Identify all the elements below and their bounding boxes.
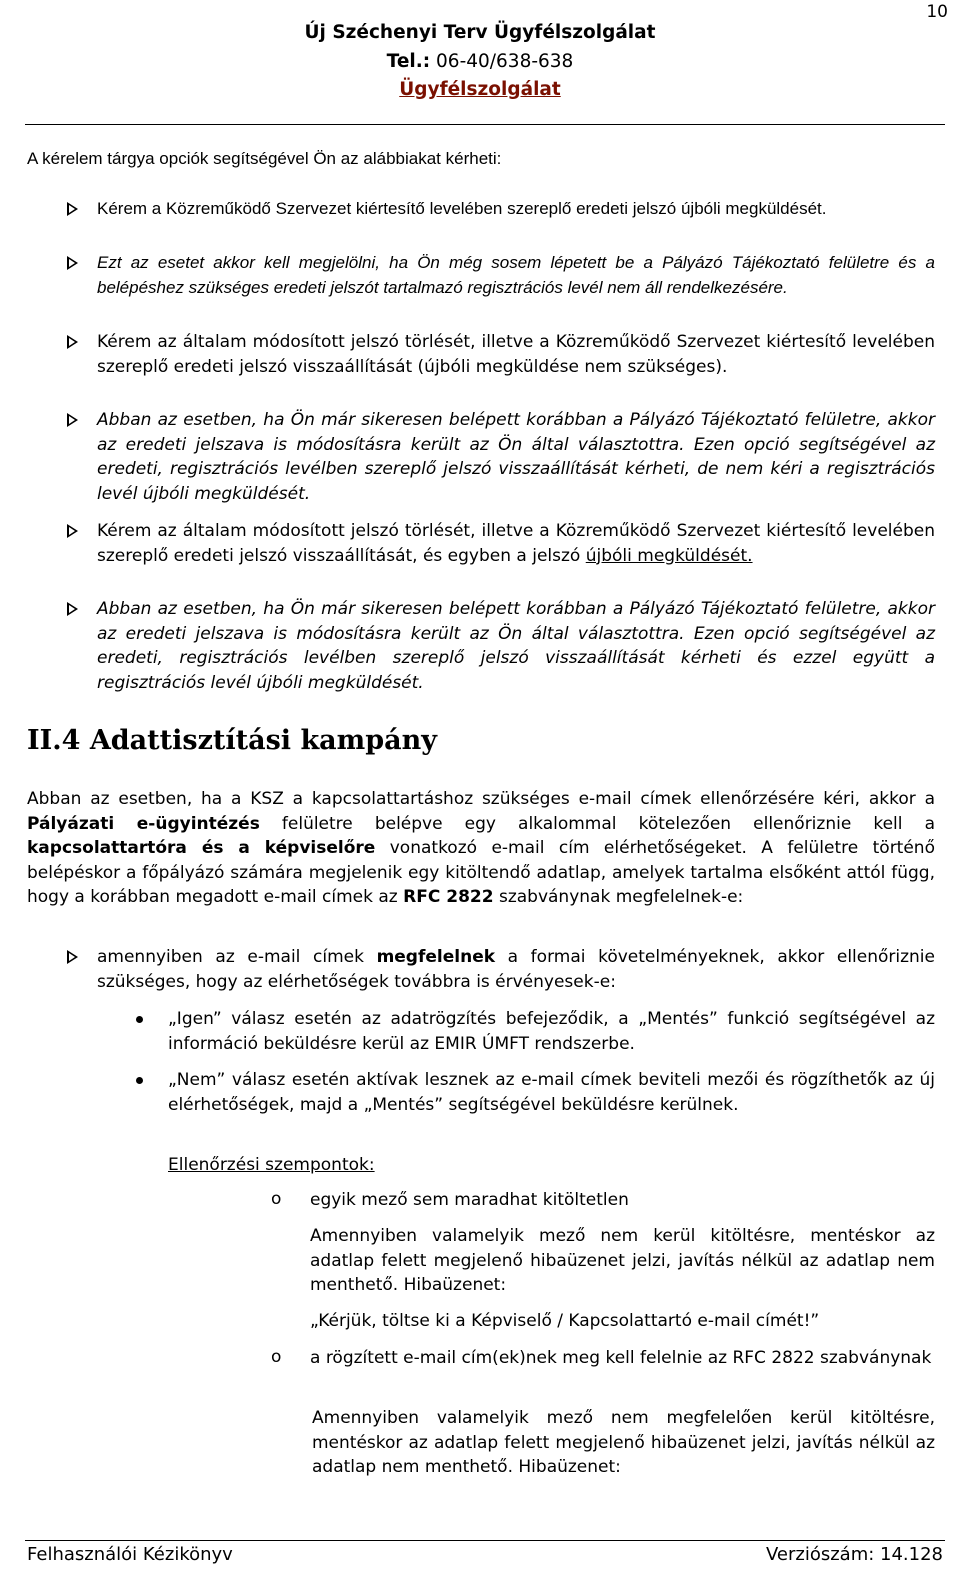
para-text-2: felületre belépve egy alkalommal kötelezően ellenőriznie kell a bbox=[259, 813, 935, 834]
header-title: Új Széchenyi Terv Ügyfélszolgálat bbox=[304, 22, 656, 43]
footer-left: Felhasználói Kézikönyv bbox=[27, 1544, 233, 1565]
footer-right: Verziószám: 14.128 bbox=[765, 1544, 943, 1565]
option-1-note: Ezt az esetet akkor kell megjelölni, ha Ön még sosem lépetett be a Pályázó Tájékoztató felületre és a belépéshez szükséges eredeti jelszót tartalmazó regisztrációs levél nem áll rendelkezésére. bbox=[97, 253, 935, 297]
check-title: Ellenőrzési szempontok: bbox=[168, 1155, 375, 1175]
header-link[interactable]: Ügyfélszolgálat bbox=[399, 79, 561, 100]
option-1: Kérem a Közreműködő Szervezet kiértesítő levelében szereplő eredeti jelszó újbóli megküldését. bbox=[97, 199, 827, 218]
check-1-detail: Amennyiben valamelyik mező nem kerül kitöltésre, mentéskor az adatlap felett megjelenő hibaüzenet jelzi, javítás nélkül az adatlap nem menthető. Hibaüzenet: bbox=[310, 1226, 935, 1295]
section-heading bbox=[27, 725, 437, 756]
option-3-note: Abban az esetben, ha Ön már sikeresen belépett korábban a Pályázó Tájékoztató felületre, akkor az eredeti jelszava is módosításra került az Ön által választottra. Ezen opció segítségével az eredeti, regisztrációs levélben szereplő jelszó visszaállítását kérheti és ezzel együtt a regisztrációs levél újbóli megküldését. bbox=[97, 599, 935, 693]
option-2: Kérem az általam módosított jelszó törlését, illetve a Közreműködő Szervezet kiértesítő levelében szereplő eredeti jelszó visszaállítását (újbóli megküldése nem szükséges). bbox=[97, 332, 935, 377]
check-1: egyik mező sem maradhat kitöltetlen bbox=[310, 1190, 629, 1210]
arrow-bullet-icon bbox=[67, 256, 78, 270]
para-bold-1: Pályázati e-ügyintézés bbox=[27, 813, 260, 834]
header-phone bbox=[0, 51, 960, 72]
phone-label: Tel.: bbox=[386, 51, 431, 72]
page-number: 10 bbox=[926, 2, 948, 22]
intro-text: A kérelem tárgya opciók segítségével Ön az alábbiakat kérheti: bbox=[27, 149, 502, 168]
bullet-dot-icon bbox=[136, 1016, 143, 1023]
arrow-bullet-icon bbox=[67, 524, 78, 538]
check-2-detail: Amennyiben valamelyik mező nem megfelelően kerül kitöltésre, mentéskor az adatlap felett megjelenő hibaüzenet jelzi, javítás nélkül az adatlap nem menthető. Hibaüzenet: bbox=[312, 1408, 935, 1477]
bullet-dot-icon bbox=[136, 1077, 143, 1084]
option-3-underlined: újbóli megküldését. bbox=[585, 545, 753, 566]
option-2-note: Abban az esetben, ha Ön már sikeresen belépett korábban a Pályázó Tájékoztató felületre, akkor az eredeti jelszava is módosításra került az Ön által választottra. Ezen opció segítségével az eredeti, regisztrációs levélben szereplő jelszó visszaállítását kérheti, de nem kéri a regisztrációs levél újbóli megküldését. bbox=[97, 410, 935, 504]
para-bold-2: kapcsolattartóra és a képviselőre bbox=[27, 838, 376, 858]
bullet-text-2: a formai követelményeknek, akkor ellenőriznie szükséges, hogy az elérhetőségek továbbra is érvényesek-e: bbox=[97, 947, 935, 992]
para-text-3: vonatkozó e-mail cím elérhetőségeket. A felületre történő belépéskor a főpályázó számára megjelenik egy kitöltendő adatlap, amelyek tartalma elsőként attól függ, hogy a korábban megadott e-mail címek az bbox=[27, 838, 935, 907]
error-message-1: „Kérjük, töltse ki a Képviselő / Kapcsolattartó e-mail címét!” bbox=[310, 1311, 820, 1331]
arrow-bullet-icon bbox=[67, 950, 78, 964]
option-3 bbox=[97, 519, 935, 568]
option-3-text: Kérem az általam módosított jelszó törlését, illetve a Közreműködő Szervezet kiértesítő levelében szereplő eredeti jelszó visszaállítását, és egyben a jelszó bbox=[97, 521, 935, 566]
header-divider bbox=[25, 124, 945, 125]
phone-number: 06-40/638-638 bbox=[430, 51, 574, 72]
para-bold-3: RFC 2822 bbox=[403, 887, 494, 907]
footer-divider bbox=[25, 1540, 945, 1541]
section-number: II.4 bbox=[27, 725, 81, 756]
circle-bullet-icon: o bbox=[271, 1347, 282, 1367]
bullet-text-1: amennyiben az e-mail címek bbox=[97, 947, 377, 967]
arrow-bullet-icon bbox=[67, 202, 78, 216]
section-paragraph bbox=[27, 787, 935, 910]
bullet-bold: megfelelnek bbox=[376, 947, 496, 967]
check-2: a rögzített e-mail cím(ek)nek meg kell felelnie az RFC 2822 szabványnak bbox=[310, 1348, 932, 1368]
arrow-bullet-icon bbox=[67, 413, 78, 427]
valid-email-bullet bbox=[97, 945, 935, 994]
arrow-bullet-icon bbox=[67, 602, 78, 616]
no-answer-item: „Nem” válasz esetén aktívak lesznek az e-mail címek beviteli mezői és rögzíthetők az új elérhetőségek, majd a „Mentés” segítségével beküldésre kerülnek. bbox=[168, 1070, 935, 1115]
para-text-1: Abban az esetben, ha a KSZ a kapcsolattartáshoz szükséges e-mail címek ellenőrzésére kéri, akkor a bbox=[27, 789, 935, 809]
para-text-4: szabványnak megfelelnek-e: bbox=[493, 887, 744, 907]
section-title: Adattisztítási kampány bbox=[80, 725, 437, 756]
yes-answer-item: „Igen” válasz esetén az adatrögzítés befejeződik, a „Mentés” funkció segítségével az információ beküldésre kerül az EMIR ÚMFT rendszerbe. bbox=[168, 1009, 935, 1054]
circle-bullet-icon: o bbox=[271, 1189, 282, 1209]
arrow-bullet-icon bbox=[67, 335, 78, 349]
